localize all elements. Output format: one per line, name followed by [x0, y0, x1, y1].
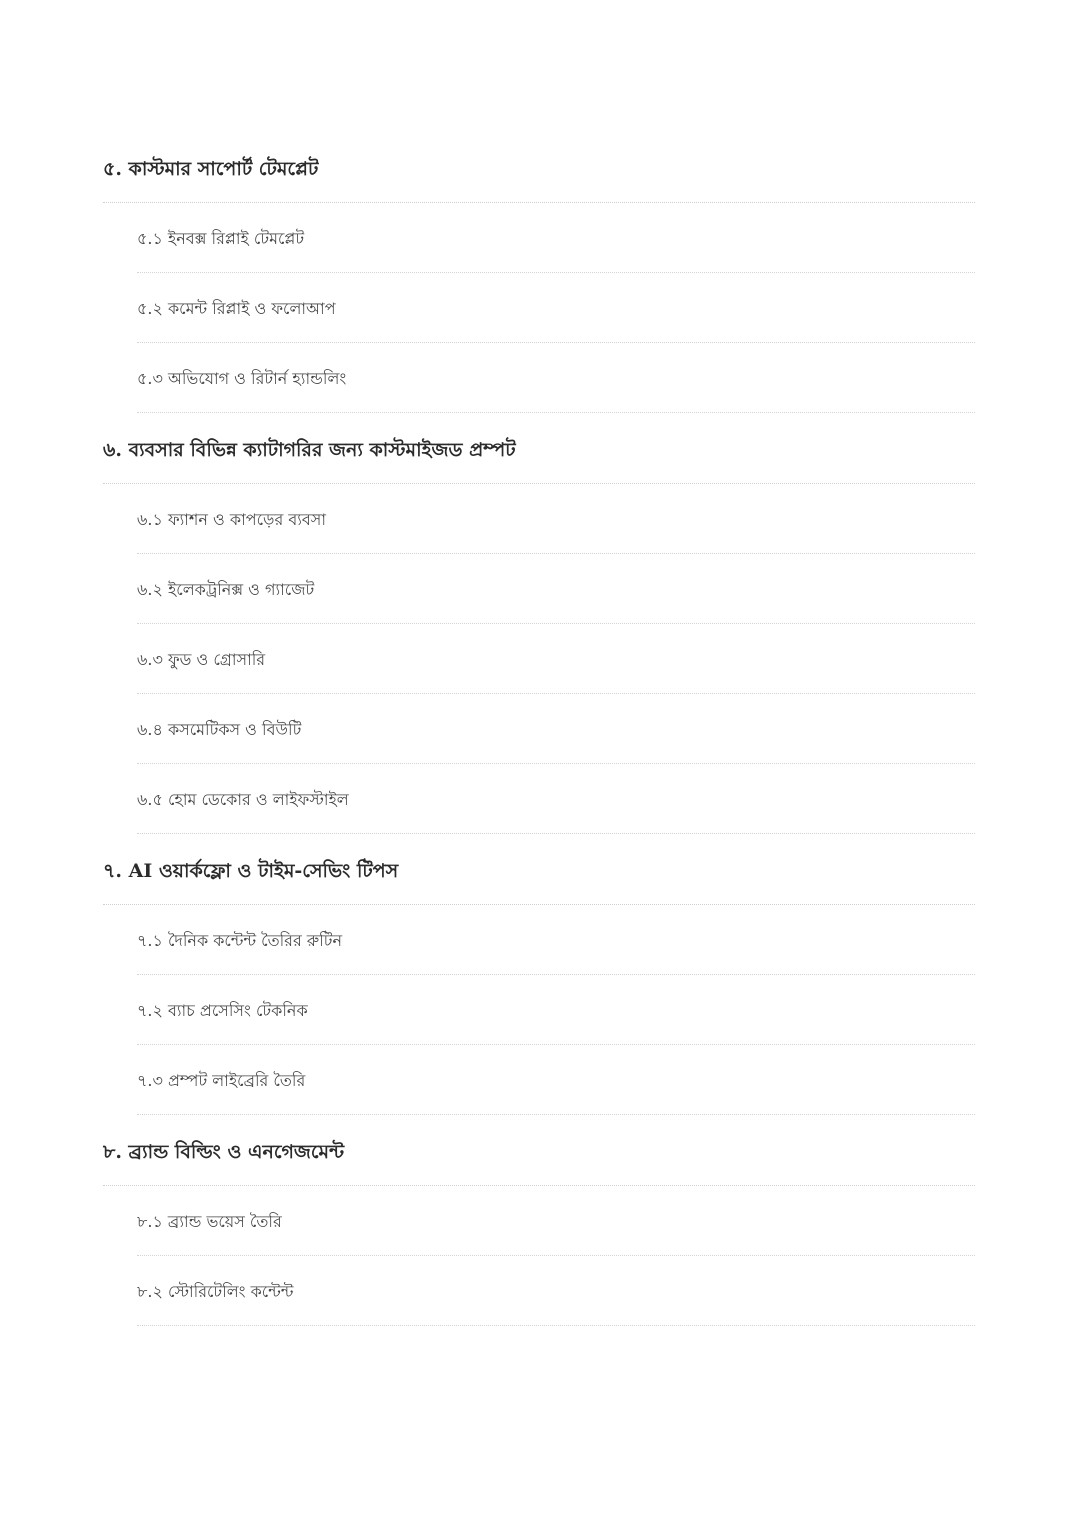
- toc-entry[interactable]: [137, 203, 975, 273]
- toc-entry[interactable]: [137, 905, 975, 975]
- toc-entry-label: ৬.৩ ফুড ও গ্রোসারি: [137, 650, 266, 669]
- chapter-title: ৮. ব্র্যান্ড বিল্ডিং ও এনগেজমেন্ট: [103, 1141, 345, 1163]
- toc-entry-label: ৭.২ ব্যাচ প্রসেসিং টেকনিক: [137, 1001, 308, 1020]
- chapter-6: [103, 419, 975, 834]
- toc-entry-label: ৬.৫ হোম ডেকোর ও লাইফস্টাইল: [137, 790, 349, 809]
- toc-entry-label: ৮.২ স্টোরিটেলিং কন্টেন্ট: [137, 1282, 294, 1301]
- chapter-heading[interactable]: [103, 419, 975, 484]
- toc-entry[interactable]: [137, 1256, 975, 1326]
- toc-entry-label: ৫.১ ইনবক্স রিপ্লাই টেমপ্লেট: [137, 229, 305, 248]
- toc-entry[interactable]: [137, 764, 975, 834]
- toc-entry[interactable]: [137, 624, 975, 694]
- toc-entry-label: ৬.২ ইলেকট্রনিক্স ও গ্যাজেট: [137, 580, 315, 599]
- chapter-heading[interactable]: [103, 1121, 975, 1186]
- toc-entry-label: ৮.১ ব্র্যান্ড ভয়েস তৈরি: [137, 1212, 282, 1231]
- toc-entry-label: ৫.২ কমেন্ট রিপ্লাই ও ফলোআপ: [137, 299, 336, 318]
- toc-entry[interactable]: [137, 1186, 975, 1256]
- toc-entry[interactable]: [137, 1045, 975, 1115]
- chapter-7: [103, 840, 975, 1115]
- toc-entry[interactable]: [137, 975, 975, 1045]
- toc-entry[interactable]: [137, 273, 975, 343]
- chapter-5: [103, 138, 975, 413]
- toc-entry[interactable]: [137, 343, 975, 413]
- table-of-contents: [103, 138, 975, 1326]
- toc-entry-label: ৭.৩ প্রম্পট লাইব্রেরি তৈরি: [137, 1071, 306, 1090]
- chapter-heading[interactable]: [103, 138, 975, 203]
- toc-entry[interactable]: [137, 694, 975, 764]
- chapter-title: ৭. AI ওয়ার্কফ্লো ও টাইম-সেভিং টিপস: [103, 860, 399, 882]
- toc-entry[interactable]: [137, 484, 975, 554]
- chapter-8: [103, 1121, 975, 1326]
- chapter-title: ৫. কাস্টমার সাপোর্ট টেমপ্লেট: [103, 158, 319, 180]
- toc-entry-label: ৭.১ দৈনিক কন্টেন্ট তৈরির রুটিন: [137, 931, 342, 950]
- toc-entry-label: ৬.১ ফ্যাশন ও কাপড়ের ব্যবসা: [137, 510, 326, 529]
- chapter-heading[interactable]: [103, 840, 975, 905]
- toc-entry-label: ৬.৪ কসমেটিকস ও বিউটি: [137, 720, 302, 739]
- toc-entry-label: ৫.৩ অভিযোগ ও রিটার্ন হ্যান্ডলিং: [137, 369, 347, 388]
- chapter-title: ৬. ব্যবসার বিভিন্ন ক্যাটাগরির জন্য কাস্টমাইজড প্রম্পট: [103, 439, 516, 461]
- toc-entry[interactable]: [137, 554, 975, 624]
